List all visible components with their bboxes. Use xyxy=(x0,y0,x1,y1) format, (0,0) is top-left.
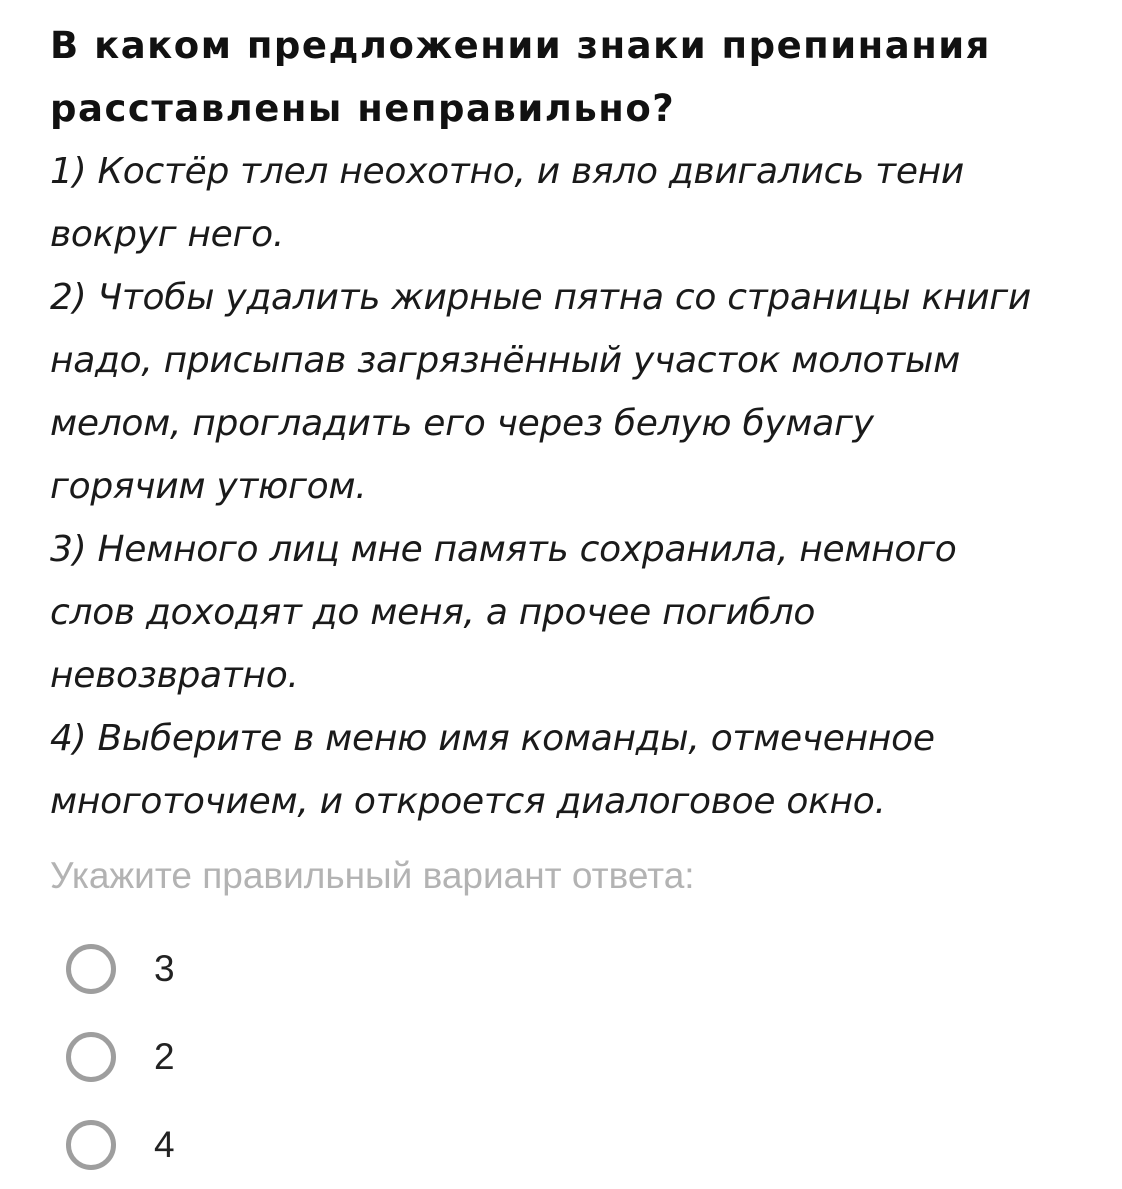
answer-list xyxy=(66,925,175,1189)
answer-label: 4 xyxy=(154,1124,175,1165)
option-line: невозвратно. xyxy=(50,655,299,696)
option-4 xyxy=(50,707,1100,833)
option-line: надо, присыпав загрязнённый участок молотым xyxy=(50,340,960,381)
option-line: 1) Костёр тлел неохотно, и вяло двигались тени xyxy=(50,151,965,192)
option-line: 3) Немного лиц мне память сохранила, немного xyxy=(50,529,957,570)
option-line: 4) Выберите в меню имя команды, отмеченное xyxy=(50,718,935,759)
answer-label: 3 xyxy=(154,948,175,989)
answer-option-3[interactable] xyxy=(66,925,175,1013)
option-line: слов доходят до меня, а прочее погибло xyxy=(50,592,816,633)
answer-label: 2 xyxy=(154,1036,175,1077)
question-title xyxy=(50,14,1100,140)
option-line: мелом, прогладить его через белую бумагу xyxy=(50,403,874,444)
option-line: вокруг него. xyxy=(50,214,284,255)
answer-option-4[interactable] xyxy=(66,1101,175,1189)
question-options xyxy=(50,140,1100,833)
question-title-line: расставлены неправильно? xyxy=(50,87,676,130)
question-title-line: В каком предложении знаки препинания xyxy=(50,24,991,67)
answer-option-2[interactable] xyxy=(66,1013,175,1101)
answer-instruction: Укажите правильный вариант ответа: xyxy=(50,855,695,896)
question-card xyxy=(50,14,1100,833)
option-1 xyxy=(50,140,1100,266)
radio-button-icon[interactable] xyxy=(66,1032,116,1082)
option-line: многоточием, и откроется диалоговое окно. xyxy=(50,781,886,822)
radio-button-icon[interactable] xyxy=(66,1120,116,1170)
radio-button-icon[interactable] xyxy=(66,944,116,994)
option-line: горячим утюгом. xyxy=(50,466,367,507)
option-2 xyxy=(50,266,1100,518)
option-line: 2) Чтобы удалить жирные пятна со страницы книги xyxy=(50,277,1031,318)
option-3 xyxy=(50,518,1100,707)
